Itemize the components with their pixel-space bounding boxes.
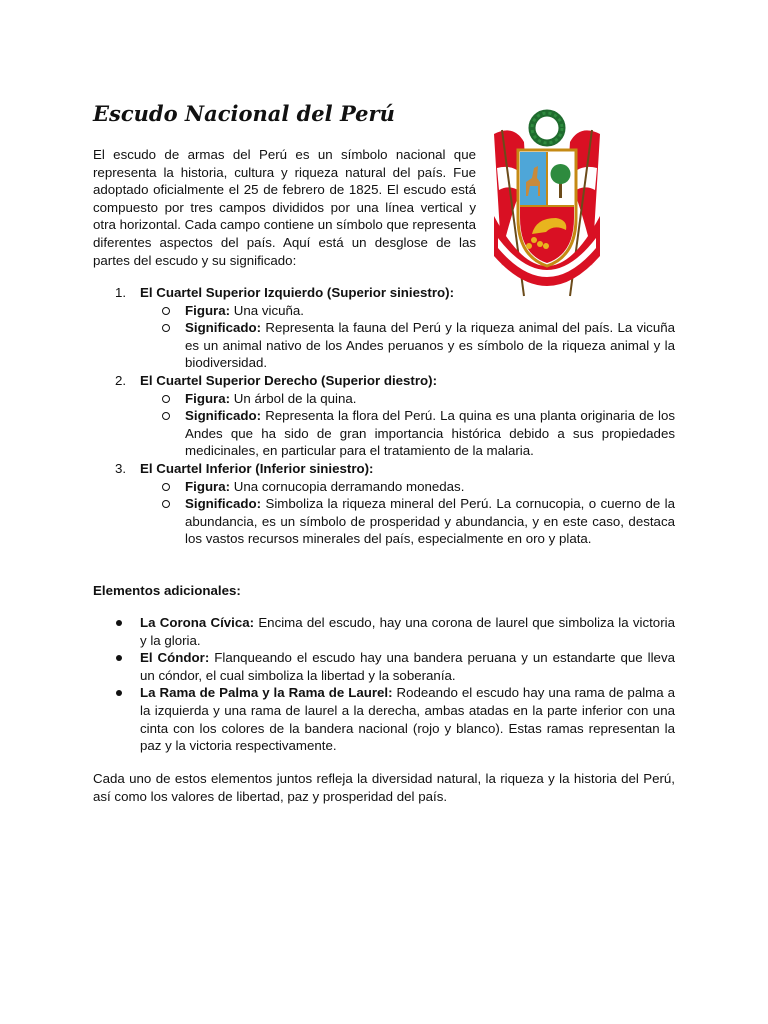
- circle-bullet-icon: [162, 412, 170, 420]
- list-number: 3.: [115, 460, 127, 476]
- quarter-item: [93, 372, 675, 460]
- meaning-text: Simboliza la riqueza mineral del Perú. La cornucopia, o cuerno de la abundancia, es un símbolo de prosperidad y abundancia, y en este caso, destaca los vastos recursos minerales del país, especialmente en oro y plata.: [185, 496, 675, 547]
- additional-list: [93, 614, 675, 755]
- meaning-label: Significado:: [185, 496, 262, 512]
- figure-label: Figura:: [185, 390, 231, 406]
- coat-of-arms-icon: [484, 106, 610, 302]
- additional-text: Encima del escudo, hay una corona de laurel que simboliza la victoria y la gloria.: [140, 615, 675, 648]
- meaning-text: Representa la fauna del Perú y la riqueza animal del país. La vicuña es un animal nativo de los Andes peruanos y es símbolo de la riqueza animal y la biodiversidad.: [185, 320, 676, 371]
- quarter-heading: El Cuartel Inferior (Inferior siniestro):: [140, 460, 374, 476]
- bullet-icon: [116, 655, 122, 661]
- figure-label: Figura:: [185, 302, 231, 318]
- quarter-heading: El Cuartel Superior Derecho (Superior diestro):: [140, 372, 438, 388]
- meaning-label: Significado:: [185, 408, 262, 424]
- figure-label: Figura:: [185, 478, 231, 494]
- circle-bullet-icon: [162, 324, 170, 332]
- page-title: Escudo Nacional del Perú: [93, 101, 395, 126]
- circle-bullet-icon: [162, 500, 170, 508]
- quarter-item: [93, 284, 675, 372]
- intro-paragraph: El escudo de armas del Perú es un símbolo nacional que representa la historia, cultura y riqueza natural del país. Fue adoptado oficialmente el 25 de febrero de 1825. El escudo está compuesto por tres campos divididos por una línea vertical y otra horizontal. Cada campo contiene un símbolo que representa diferentes aspectos del país. Aquí está un desglose de las partes del escudo y su significado:: [93, 147, 476, 268]
- figure-text: Una vicuña.: [233, 302, 304, 318]
- closing-paragraph: Cada uno de estos elementos juntos refleja la diversidad natural, la riqueza y la historia del Perú, así como los valores de libertad, paz y prosperidad del país.: [93, 771, 675, 804]
- bullet-icon: [116, 620, 122, 626]
- figure-text: Un árbol de la quina.: [233, 390, 357, 406]
- meaning-item: [140, 407, 675, 460]
- quarter-heading: El Cuartel Superior Izquierdo (Superior siniestro):: [140, 285, 454, 300]
- additional-label: La Rama de Palma y la Rama de Laurel:: [140, 685, 393, 701]
- circle-bullet-icon: [162, 395, 170, 403]
- meaning-item: [140, 495, 675, 548]
- quarters-list: [93, 284, 675, 548]
- additional-item: [93, 649, 675, 684]
- figure-text: Una cornucopia derramando monedas.: [233, 478, 465, 494]
- additional-item: [93, 614, 675, 649]
- meaning-text: Representa la flora del Perú. La quina es una planta originaria de los Andes que ha sido de gran importancia histórica debido a sus propiedades medicinales, en particular para el tratamiento de la malaria.: [185, 408, 675, 459]
- meaning-item: [140, 319, 675, 372]
- additional-label: La Corona Cívica:: [140, 615, 255, 630]
- additional-text: Flanqueando el escudo hay una bandera peruana y un estandarte que lleva un cóndor, el cual simboliza la libertad y la soberanía.: [140, 650, 675, 683]
- additional-item: [93, 684, 675, 754]
- list-number: 2.: [115, 372, 127, 388]
- meaning-label: Significado:: [185, 320, 262, 336]
- circle-bullet-icon: [162, 307, 170, 315]
- additional-text: Rodeando el escudo hay una rama de palma a la izquierda y una rama de laurel a la derecha, ambas atadas en la parte inferior con una cinta con los colores de la bandera nacional (rojo y blanco). Estas ramas representan la paz y la victoria respectivamente.: [140, 685, 675, 754]
- quarter-item: [93, 460, 675, 548]
- circle-bullet-icon: [162, 483, 170, 491]
- list-number: 1.: [115, 285, 127, 300]
- figure-item: [140, 478, 675, 496]
- bullet-icon: [116, 690, 122, 696]
- figure-item: [140, 302, 675, 320]
- figure-item: [140, 390, 675, 408]
- additional-label: El Cóndor:: [140, 650, 210, 666]
- additional-heading: Elementos adicionales:: [93, 583, 241, 598]
